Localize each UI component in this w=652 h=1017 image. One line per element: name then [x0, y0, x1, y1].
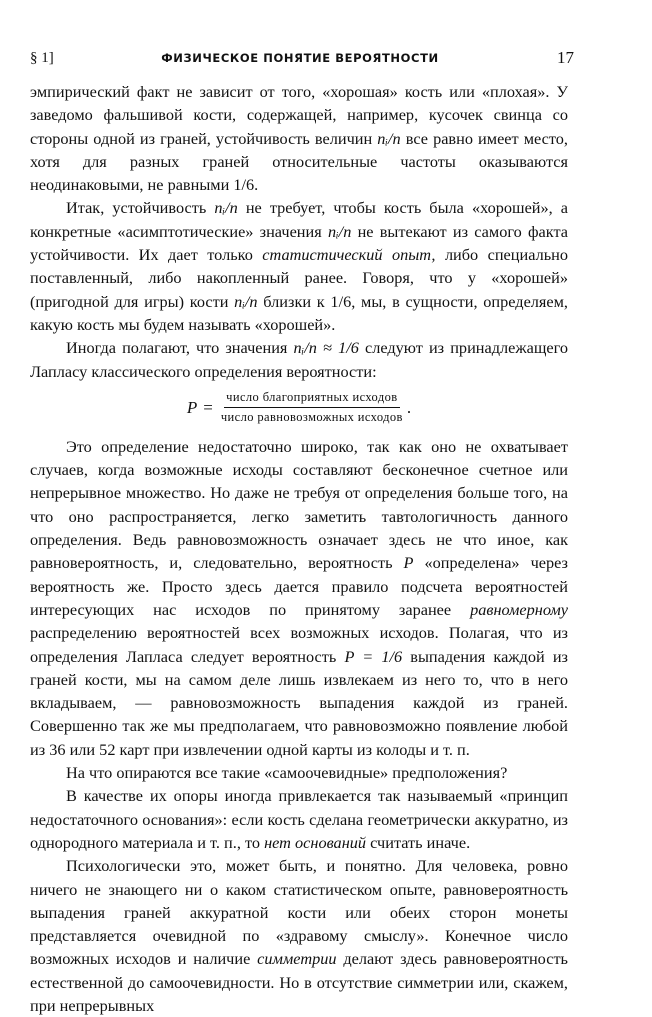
- page-number: 17: [557, 48, 574, 67]
- paragraph-6: В качестве их опоры иногда привлекается так называемый «принцип недостаточного основания»: если кость сделана геометрически аккуратно, из однородного материала и т. п., то нет оснований считать иначе.: [30, 786, 568, 852]
- running-title: ФИЗИЧЕСКОЕ ПОНЯТИЕ ВЕРОЯТНОСТИ: [161, 51, 439, 65]
- paragraph-4: Это определение недостаточно широко, так как оно не охватывает случаев, когда возможные исходы составляют бесконечное счетное или непрерывное множество. Но даже не требуя от определения больше того, на что оно распространяется, легко заметить тавтологичность данного определения. Ведь равновозможность означает здесь не что иное, как равновероятность, и, следовательно, вероятность P «определена» через вероятность же. Просто здесь дается правило подсчета вероятностей интересующих нас исходов по принятому заранее равномерному распределению вероятностей всех возможных исходов. Полагая, что из определения Лапласа следует вероятность P = 1/6 выпадения каждой из граней кости, мы на самом деле лишь извлекаем из него то, что в него вкладываем, — равновозможность выпадения каждой из граней. Совершенно так же мы предполагаем, что равновозможно появление любой из 36 или 52 карт при извлечении одной карты из колоды и т. п.: [30, 436, 569, 759]
- paragraph-7: Психологически это, может быть, и понятно. Для человека, ровно ничего не знающего ни о каком статистическом опыте, равновероятность выпадения граней аккуратной кости или обеих сторон монеты представляется очевидной по «здравому смыслу». Конечное число возможных исходов и наличие симметрии делают здесь равновероятность естественной до самоочевидности. Но в отсутствие симметрии или, скажем, при непрерывных: [30, 856, 568, 1015]
- page-body: [30, 80, 568, 1017]
- paragraph-1: эмпирический факт не зависит от того, «хорошая» кость или «плохая». У заведомо фальшивой кости, содержащей, например, кусочек свинца со стороны одной из граней, устойчивость величин nᵢ/n все равно имеет место, хотя для разных граней относительные частоты оказываются неодинаковыми, не равными 1/6.: [30, 82, 568, 195]
- formula-numerator: число благоприятных исходов: [224, 390, 399, 408]
- running-header: [30, 48, 574, 70]
- ratio-formula: nᵢ/n: [377, 128, 401, 148]
- paragraph-3: Иногда полагают, что значения nᵢ/n ≈ 1/6 следуют из принадлежащего Лапласу классического определения вероятности:: [30, 338, 569, 381]
- laplace-formula: P = $\frac{\text{число благоприятных исходов}}{\text{число равновозможных исходов}}$ .: [186, 390, 412, 425]
- emphasis-text: симметрии: [257, 949, 337, 969]
- paragraph-2: Итак, устойчивость nᵢ/n не требует, чтобы кость была «хорошей», а конкретные «асимптотические» значения nᵢ/n не вытекают из самого факта устойчивости. Их дает только статистический опыт, либо специально поставленный, либо накопленный ранее. Говоря, что у «хорошей» (пригодной для игры) кости nᵢ/n близки к 1/6, мы, в сущности, определяем, какую кость мы будем называть «хорошей».: [30, 198, 569, 334]
- formula-fraction: [219, 390, 405, 425]
- emphasis-text: нет оснований: [264, 832, 367, 852]
- paragraph-5: На что опираются все такие «самоочевидные» предположения?: [66, 763, 508, 783]
- formula-lhs: P: [186, 397, 198, 417]
- emphasis-text: статистический опыт,: [262, 245, 436, 265]
- emphasis-text: равномерному: [470, 599, 569, 619]
- formula-equals: =: [203, 397, 213, 417]
- formula-denominator: число равновозможных исходов: [220, 410, 403, 425]
- section-marker: § 1]: [30, 50, 54, 66]
